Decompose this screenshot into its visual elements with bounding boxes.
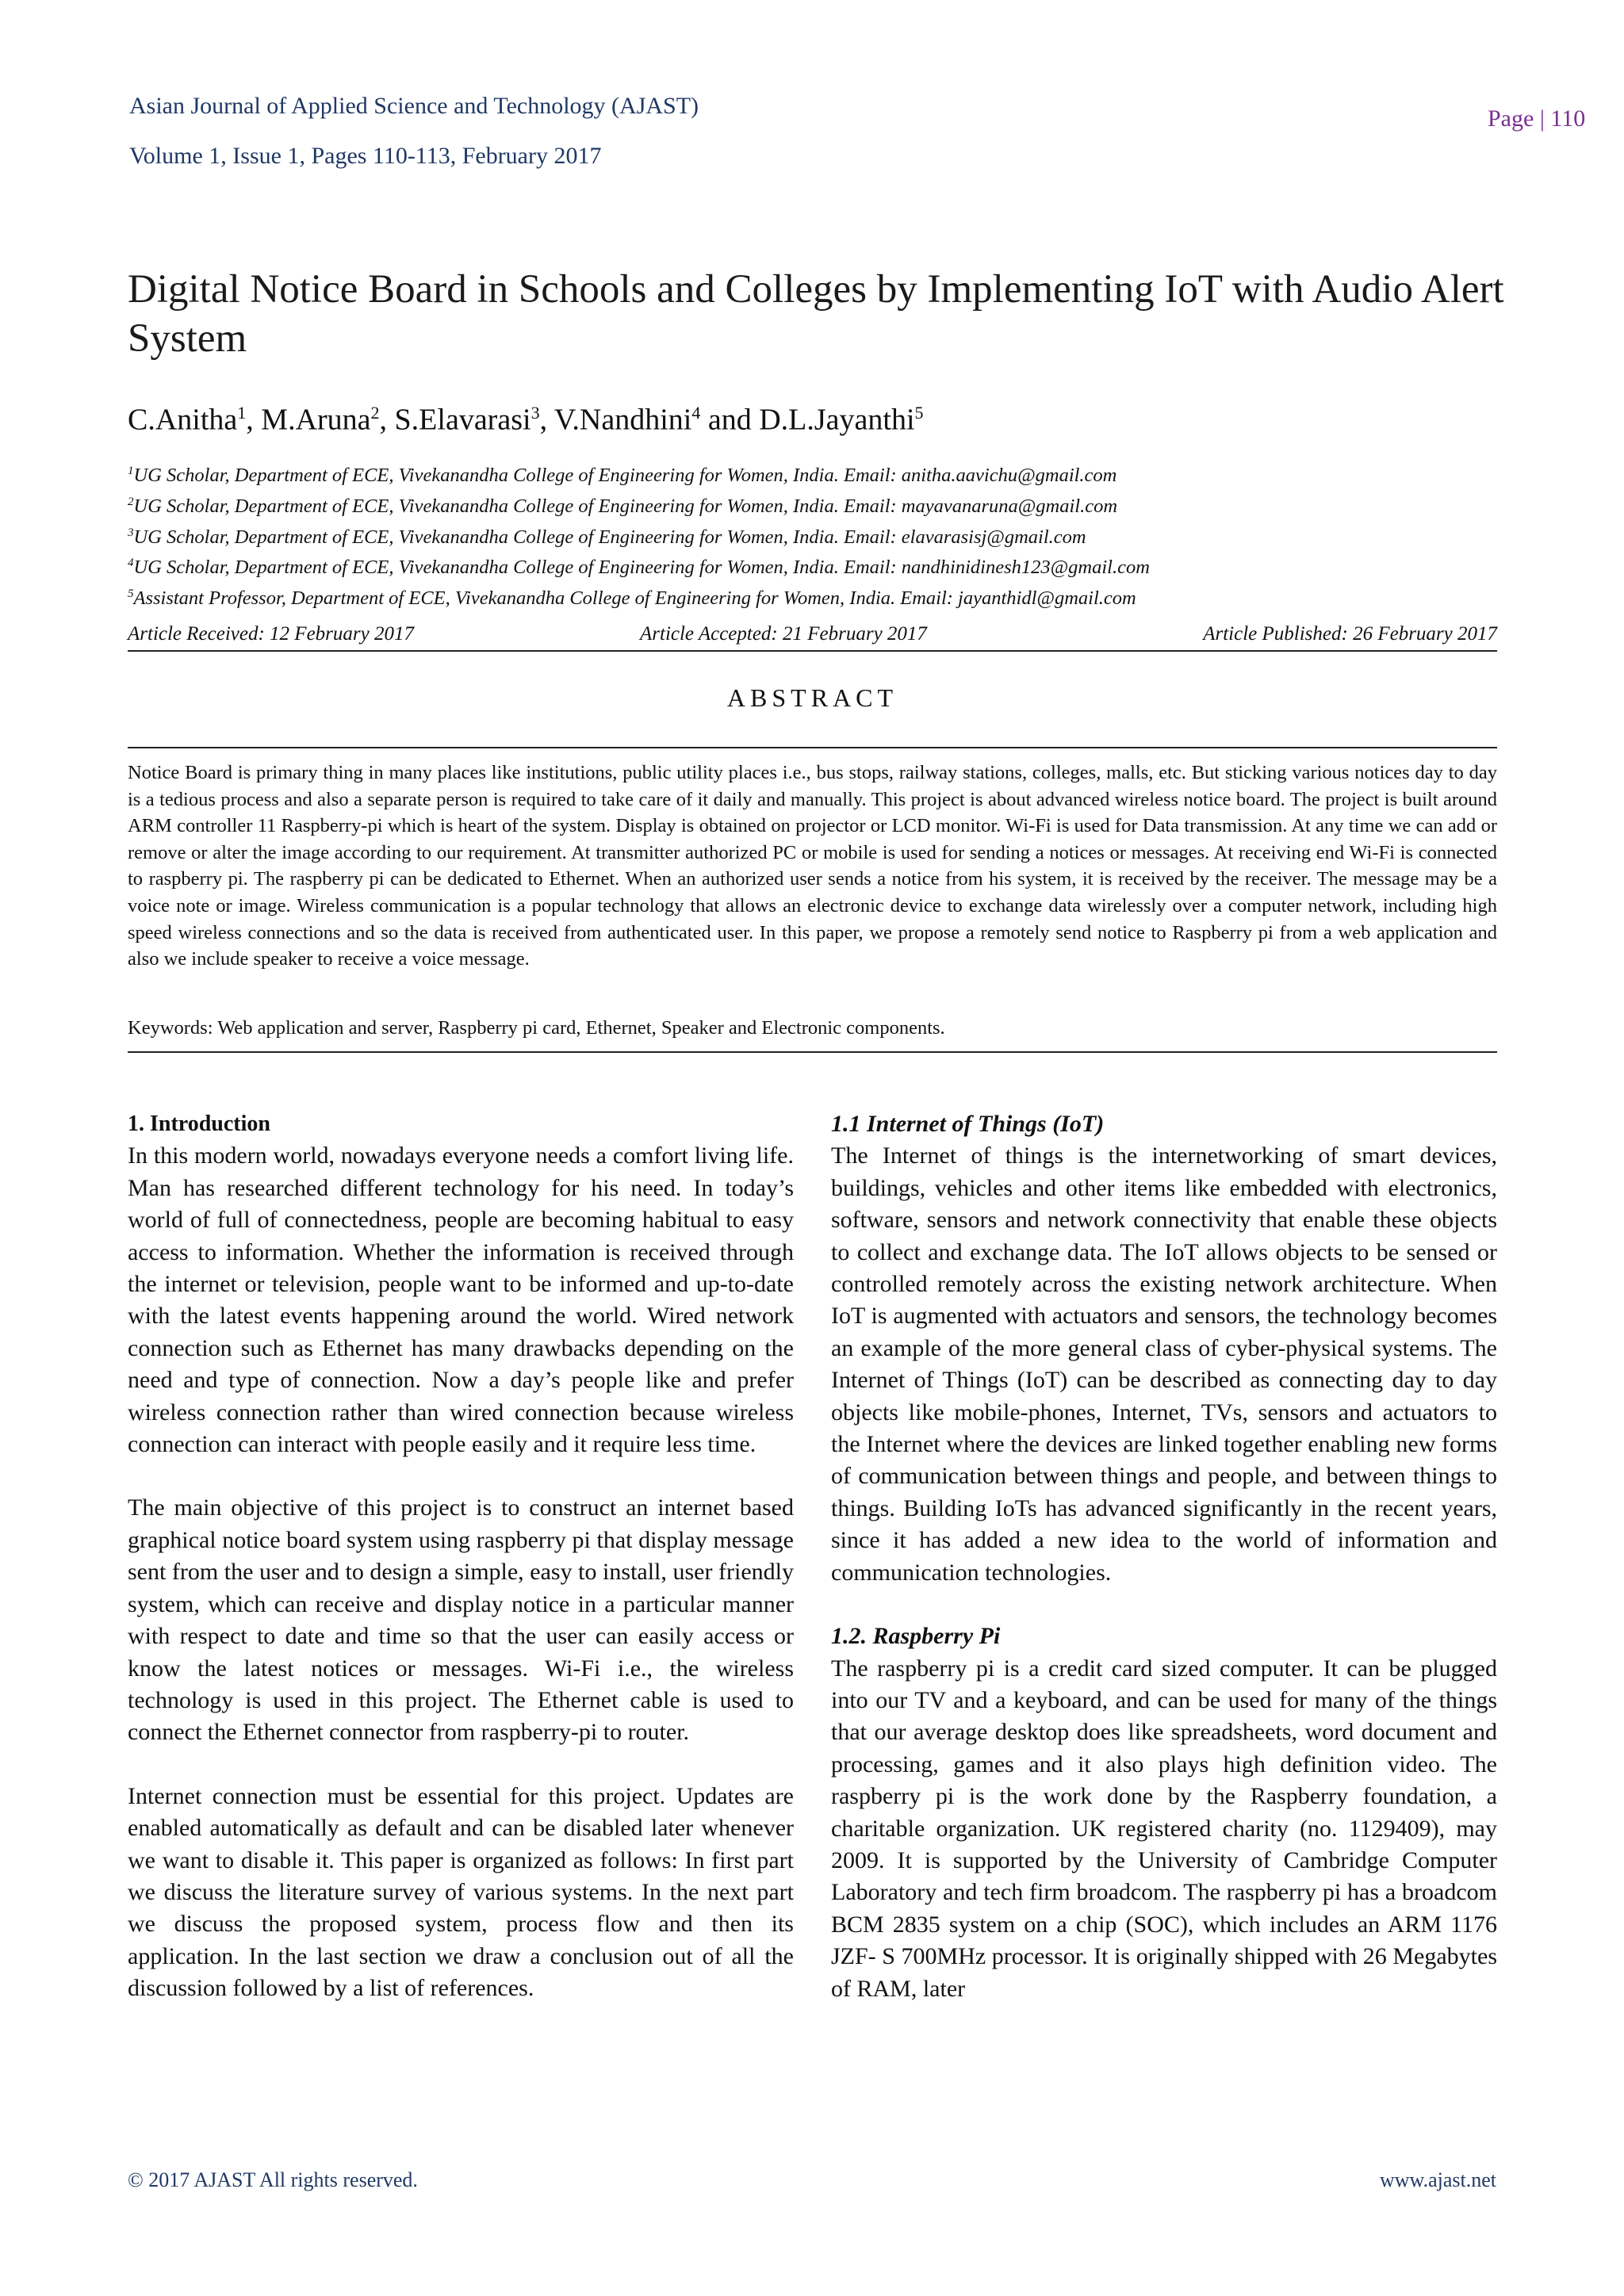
author-separator: , xyxy=(379,403,395,437)
abstract-text: Notice Board is primary thing in many places like institutions, public utility places i.e., bus stops, railway stations, colleges, malls, etc. But sticking various notices day to day is a tedious process and also a separate person is required to take care of it daily and manually. This project is about advanced wireless notice board. The project is built around ARM controller 11 Raspberry-pi which is heart of the system. Display is obtained on projector or LCD monitor. Wi-Fi is used for Data transmission. At any time we can add or remove or alter the image according to our requirement. At transmitter authorized PC or mobile is used for sending a notices or messages. At receiving end Wi-Fi is connected to raspberry pi. The raspberry pi can be dedicated to Ethernet. When an authorized user sends a notice from his system, it is received by the receiver. The message may be a voice note or image. Wireless communication is a popular technology that allows an electronic device to exchange data wirelessly over a computer network, including high speed wireless connections and so the data is received from authenticated user. In this paper, we propose a remotely send notice to Raspberry pi from a web application and also we include speaker to receive a voice message. xyxy=(128,762,1497,970)
affiliation-item xyxy=(128,489,1523,520)
abstract-bottom-rule xyxy=(128,1051,1497,1053)
author-separator: and xyxy=(700,403,760,437)
affiliation-item xyxy=(128,550,1523,581)
affiliation-sup: 1 xyxy=(128,465,134,477)
author-name: D.L.Jayanthi xyxy=(759,403,915,437)
author-sup: 3 xyxy=(530,403,540,423)
affiliation-sup: 4 xyxy=(128,557,134,570)
affiliation-text: UG Scholar, Department of ECE, Vivekanandha College of Engineering for Women, India. Email: nandhinidinesh123@gmail.com xyxy=(133,557,1150,579)
affiliation-item xyxy=(128,581,1523,612)
author-separator: , xyxy=(246,403,262,437)
section-heading-raspberry-pi: 1.2. Raspberry Pi xyxy=(831,1623,1001,1650)
author-sup: 2 xyxy=(370,403,380,423)
section-heading-iot: 1.1 Internet of Things (IoT) xyxy=(831,1111,1105,1137)
keywords: Keywords: Web application and server, Raspberry pi card, Ethernet, Speaker and Electronic components. xyxy=(128,1017,945,1039)
iot-paragraph: The Internet of things is the internetworking of smart devices, buildings, vehicles and other items like embedded with electronics, software, sensors and network connectivity that enable these objects to collect and exchange data. The IoT allows objects to be sensed or controlled remotely across the existing network architecture. When IoT is augmented with actuators and sensors, the technology becomes an example of the more general class of cyber-physical systems. The Internet of Things (IoT) can be described as connecting day to day objects like mobile-phones, Internet, TVs, sensors and actuators to the Internet where the devices are linked together enabling new forms of communication between things and people, and between things to things. Building IoTs has advanced significantly in the recent years, since it has added a new idea to the world of information and communication technologies. xyxy=(831,1142,1497,1586)
affiliation-text: UG Scholar, Department of ECE, Vivekanandha College of Engineering for Women, India. Email: anitha.aavichu@gmail.com xyxy=(133,465,1117,487)
right-column xyxy=(831,1108,1497,2005)
intro-paragraph: Internet connection must be essential for this project. Updates are enabled automatically as default and can be disabled later whenever we want to disable it. This paper is organized as follows: In first part we discuss the literature survey of various systems. In the next part we discuss the proposed system, process flow and then its application. In the last section we draw a conclusion out of all the discussion followed by a list of references. xyxy=(128,1782,794,2002)
date-received: Article Received: 12 February 2017 xyxy=(128,623,414,645)
footer-copyright: © 2017 AJAST All rights reserved. xyxy=(128,2168,418,2191)
paper-title: Digital Notice Board in Schools and Colleges by Implementing IoT with Audio Alert System xyxy=(128,267,1504,361)
affiliation-sup: 3 xyxy=(128,526,134,539)
affiliation-item xyxy=(128,520,1523,551)
author-list xyxy=(128,394,924,439)
affiliation-sup: 2 xyxy=(128,495,134,508)
abstract-top-rule xyxy=(128,747,1497,748)
author-name: V.Nandhini xyxy=(553,403,692,437)
page-number: Page | 110 xyxy=(1488,105,1586,132)
raspberry-paragraph: The raspberry pi is a credit card sized computer. It can be plugged into our TV and a keyboard, and can be used for many of the things that our average desktop does like spreadsheets, word document and processing, games and it also plays high definition video. The raspberry pi is the work done by the Raspberry foundation, a charitable organization. UK registered charity (no. 1129409), may 2009. It is supported by the University of Cambridge Computer Laboratory and tech firm broadcom. The raspberry pi has a broadcom BCM 2835 system on a chip (SOC), which includes an ARM 1176 JZF- S 700MHz processor. It is originally shipped with 26 Megabytes of RAM, later xyxy=(831,1655,1497,2002)
affiliation-list xyxy=(128,458,1523,612)
author-name: M.Aruna xyxy=(261,403,371,437)
author-separator: , xyxy=(539,403,554,437)
affiliation-text: UG Scholar, Department of ECE, Vivekanandha College of Engineering for Women, India. Email: elavarasisj@gmail.com xyxy=(133,526,1086,548)
volume-info: Volume 1, Issue 1, Pages 110-113, February 2017 xyxy=(129,143,602,169)
author-name: C.Anitha xyxy=(128,403,238,437)
author-sup: 5 xyxy=(914,403,924,423)
affiliation-text: Assistant Professor, Department of ECE, Vivekanandha College of Engineering for Women, India. Email: jayanthidl@gmail.com xyxy=(133,587,1136,610)
affiliation-text: UG Scholar, Department of ECE, Vivekanandha College of Engineering for Women, India. Email: mayavanaruna@gmail.com xyxy=(133,495,1118,517)
author-sup: 4 xyxy=(691,403,701,423)
left-column xyxy=(128,1108,794,2005)
journal-name: Asian Journal of Applied Science and Technology (AJAST) xyxy=(129,93,699,119)
date-published: Article Published: 26 February 2017 xyxy=(1203,623,1497,645)
affiliation-sup: 5 xyxy=(128,587,134,600)
article-dates xyxy=(128,623,1497,652)
intro-paragraph: The main objective of this project is to construct an internet based graphical notice board system using raspberry pi that display message sent from the user and to design a simple, easy to install, user friendly system, which can receive and display notice in a particular manner with respect to date and time so that the user can easily access or know the latest notices or messages. Wi-Fi i.e., the wireless technology is used in this project. The Ethernet cable is used to connect the Ethernet connector from raspberry-pi to router. xyxy=(128,1494,794,1746)
footer-website[interactable]: www.ajast.net xyxy=(1379,2168,1496,2191)
date-accepted: Article Accepted: 21 February 2017 xyxy=(640,623,927,645)
abstract-heading: ABSTRACT xyxy=(726,683,898,712)
author-name: S.Elavarasi xyxy=(394,403,531,437)
intro-paragraph: In this modern world, nowadays everyone needs a comfort living life. Man has researched different technology for his need. In today’s world of full of connectedness, people are becoming habitual to easy access to information. Whether the information is received through the internet or television, people want to be informed and up-to-date with the latest events happening around the world. Wired network connection such as Ethernet has many drawbacks depending on the need and type of connection. Now a day’s people like and prefer wireless connection rather than wired connection because wireless connection can interact with people easily and it require less time. xyxy=(128,1142,794,1458)
author-sup: 1 xyxy=(237,403,247,423)
section-heading-introduction: 1. Introduction xyxy=(128,1112,270,1136)
affiliation-item xyxy=(128,458,1523,489)
